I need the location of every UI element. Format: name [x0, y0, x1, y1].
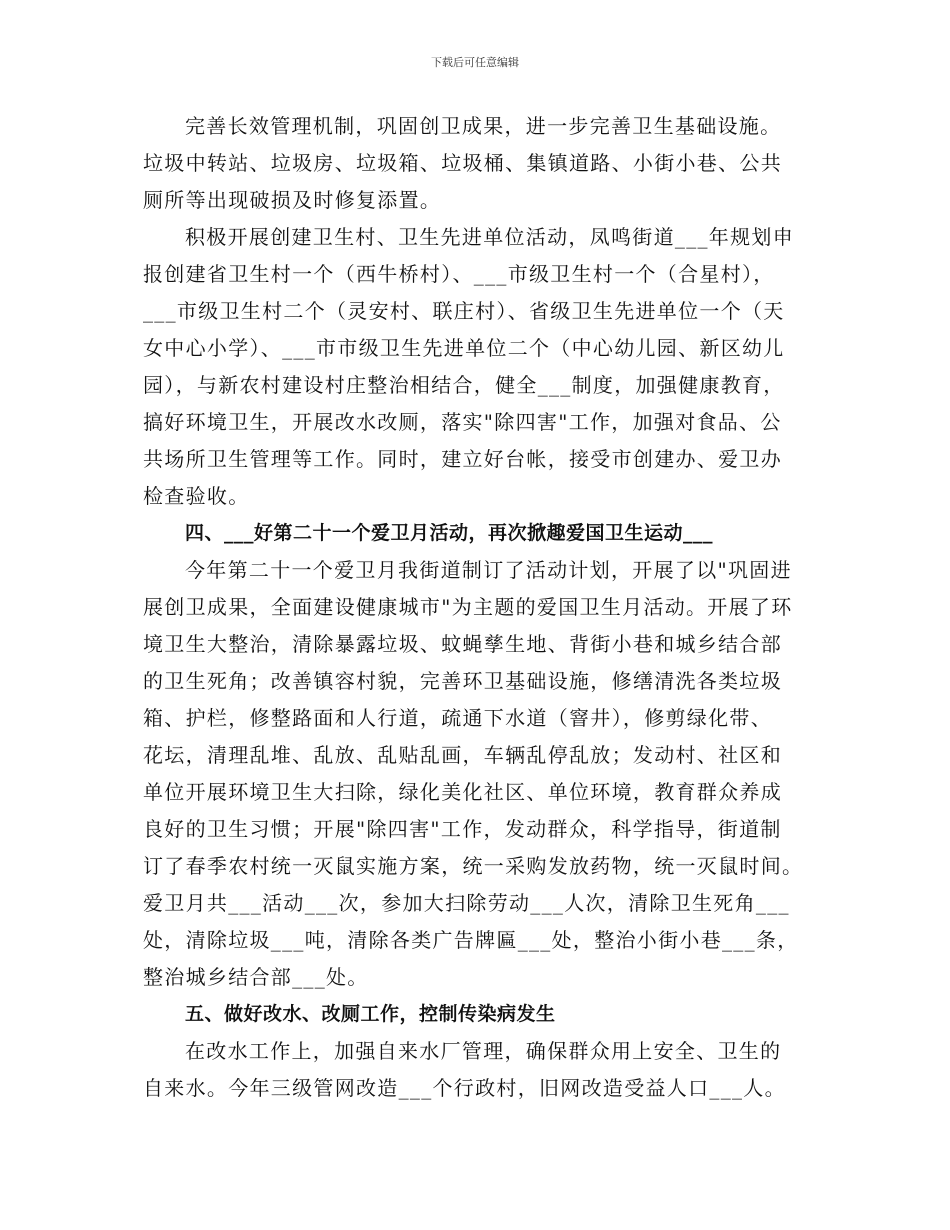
section-heading-4: [143, 515, 813, 552]
paragraph-3: [143, 552, 813, 996]
text-line: 搞好环境卫生，开展改水改厕，落实"除四害"工作，加强对食品、公: [143, 410, 782, 434]
text-line: 整治城乡结合部___处。: [143, 965, 369, 989]
text-line: 订了春季农村统一灭鼠实施方案，统一采购发放药物，统一灭鼠时间。: [143, 854, 804, 878]
text-line: 花坛，清理乱堆、乱放、乱贴乱画，车辆乱停乱放；发动村、社区和: [143, 743, 782, 767]
heading-line: 四、___好第二十一个爱卫月活动，再次掀趣爱国卫生运动___: [185, 522, 714, 544]
paragraph-1: [143, 108, 813, 219]
text-line: 展创卫成果，全面建设健康城市"为主题的爱国卫生月活动。开展了环: [143, 595, 793, 619]
text-line: 箱、护栏，修整路面和人行道，疏通下水道（窨井），修剪绿化带、: [143, 706, 772, 730]
text-line: 厕所等出现破损及时修复添置。: [143, 188, 442, 212]
text-line: 完善长效管理机制，巩固创卫成果，进一步完善卫生基础设施。: [185, 114, 782, 138]
text-line: 共场所卫生管理等工作。同时，建立好台帐，接受市创建办、爱卫办: [143, 447, 782, 471]
page-header: 下载后可任意编辑: [431, 56, 519, 69]
text-line: 女中心小学）、___市市级卫生先进单位二个（中心幼儿园、新区幼儿: [143, 336, 785, 360]
text-line: 境卫生大整治，清除暴露垃圾、蚊蝇孳生地、背街小巷和城乡结合部: [143, 632, 782, 656]
text-line: 报创建省卫生村一个（西牛桥村）、___市级卫生村一个（合星村），: [143, 262, 775, 286]
document-body: [143, 108, 813, 1107]
heading-line: 五、做好改水、改厕工作，控制传染病发生: [185, 1003, 556, 1025]
text-line: 爱卫月共___活动___次，参加大扫除劳动___人次，清除卫生死角___: [143, 891, 790, 915]
text-line: 垃圾中转站、垃圾房、垃圾箱、垃圾桶、集镇道路、小街小巷、公共: [143, 151, 782, 175]
text-line: 今年第二十一个爱卫月我街道制订了活动计划，开展了以"巩固进: [185, 558, 792, 582]
text-line: 处，清除垃圾___吨，清除各类广告牌匾___处，整治小街小巷___条，: [143, 928, 799, 952]
text-line: 检查验收。: [143, 484, 250, 508]
text-line: ___市级卫生村二个（灵安村、联庄村）、省级卫生先进单位一个（天: [143, 299, 785, 323]
section-heading-5: [143, 996, 813, 1033]
paragraph-4: [143, 1033, 813, 1107]
paragraph-2: [143, 219, 813, 515]
text-line: 良好的卫生习惯；开展"除四害"工作，发动群众，科学指导，街道制: [143, 817, 782, 841]
text-line: 的卫生死角；改善镇容村貌，完善环卫基础设施，修缮清洗各类垃圾: [143, 669, 782, 693]
text-line: 单位开展环境卫生大扫除，绿化美化社区、单位环境，教育群众养成: [143, 780, 782, 804]
text-line: 园），与新农村建设村庄整治相结合，健全___制度，加强健康教育，: [143, 373, 785, 397]
text-line: 在改水工作上，加强自来水厂管理，确保群众用上安全、卫生的: [185, 1039, 782, 1063]
text-line: 积极开展创建卫生村、卫生先进单位活动，凤鸣街道___年规划申: [185, 225, 794, 249]
text-line: 自来水。今年三级管网改造___个行政村，旧网改造受益人口___人。: [143, 1076, 786, 1100]
